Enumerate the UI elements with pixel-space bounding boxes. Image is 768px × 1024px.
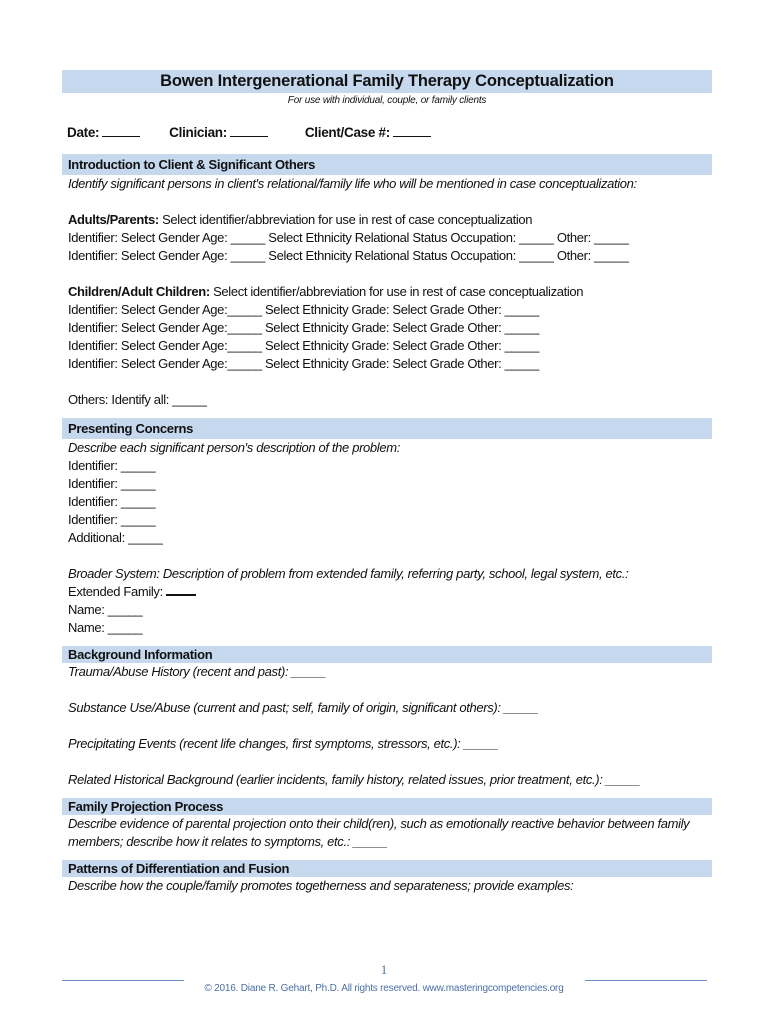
client-case-field[interactable] — [305, 125, 431, 140]
adults-desc: Select identifier/abbreviation for use in rest of case conceptualization — [162, 212, 533, 227]
historical-background-field[interactable]: Related Historical Background (earlier incidents, family history, related issues, prior treatment, etc.): _____ — [68, 772, 641, 787]
clinician-label: Clinician: — [169, 125, 227, 140]
extended-family-label: Extended Family: — [68, 584, 163, 599]
section-heading-background: Background Information — [62, 646, 712, 663]
section-heading-introduction: Introduction to Client & Significant Others — [62, 154, 712, 175]
adults-label: Adults/Parents: — [68, 212, 159, 227]
substance-use-field[interactable]: Substance Use/Abuse (current and past; self, family of origin, significant others): _____ — [68, 700, 539, 715]
client-case-label: Client/Case #: — [304, 125, 390, 140]
client-case-blank[interactable] — [393, 125, 431, 137]
others-field[interactable]: Others: Identify all: _____ — [68, 392, 207, 407]
page-number: 1 — [380, 962, 388, 977]
clinician-blank[interactable] — [230, 125, 268, 137]
footer-rule-right — [585, 980, 707, 981]
footer-rule-left — [62, 980, 184, 981]
presenting-additional[interactable]: Additional: _____ — [68, 530, 163, 545]
child-row-3[interactable]: Identifier: Select Gender Age:_____ Select Ethnicity Grade: Select Grade Other: _____ — [68, 338, 540, 353]
adults-parents-line — [62, 211, 712, 229]
child-row-4[interactable]: Identifier: Select Gender Age:_____ Select Ethnicity Grade: Select Grade Other: _____ — [68, 356, 540, 371]
date-field[interactable] — [67, 125, 140, 140]
child-row-1[interactable]: Identifier: Select Gender Age:_____ Select Ethnicity Grade: Select Grade Other: _____ — [68, 302, 540, 317]
intro-instruction: Identify significant persons in client's relational/family life who will be mentioned in case conceptualization: — [68, 176, 637, 191]
section-heading-presenting: Presenting Concerns — [62, 418, 712, 439]
presenting-identifier-2[interactable]: Identifier: _____ — [68, 476, 156, 491]
child-row-2[interactable]: Identifier: Select Gender Age:_____ Select Ethnicity Grade: Select Grade Other: _____ — [68, 320, 540, 335]
children-label: Children/Adult Children: — [68, 284, 210, 299]
section-heading-projection: Family Projection Process — [62, 798, 712, 815]
adult-row-2[interactable]: Identifier: Select Gender Age: _____ Select Ethnicity Relational Status Occupation: _____ Other: _____ — [68, 248, 629, 263]
form-subtitle: For use with individual, couple, or family clients — [287, 95, 487, 106]
header-fields — [67, 125, 712, 140]
presenting-instruction: Describe each significant person's description of the problem: — [68, 440, 400, 455]
presenting-identifier-4[interactable]: Identifier: _____ — [68, 512, 156, 527]
presenting-identifier-3[interactable]: Identifier: _____ — [68, 494, 156, 509]
form-title: Bowen Intergenerational Family Therapy Conceptualization — [62, 70, 712, 93]
children-line — [62, 283, 712, 301]
date-blank[interactable] — [102, 125, 140, 137]
presenting-identifier-1[interactable]: Identifier: _____ — [68, 458, 156, 473]
projection-instruction-2[interactable]: members; describe how it relates to symptoms, etc.: _____ — [68, 834, 388, 849]
form-page — [62, 70, 712, 895]
date-label: Date: — [67, 125, 100, 140]
precipitating-events-field[interactable]: Precipitating Events (recent life changes, first symptoms, stressors, etc.): _____ — [68, 736, 499, 751]
name-field-2[interactable]: Name: _____ — [68, 620, 143, 635]
trauma-history-field[interactable]: Trauma/Abuse History (recent and past): _____ — [68, 664, 326, 679]
differentiation-instruction: Describe how the couple/family promotes togetherness and separateness; provide examples: — [68, 878, 574, 893]
projection-instruction-1: Describe evidence of parental projection onto their child(ren), such as emotionally reactive behavior between family — [68, 816, 690, 831]
children-desc: Select identifier/abbreviation for use in rest of case conceptualization — [213, 284, 584, 299]
clinician-field[interactable] — [169, 125, 268, 140]
extended-family-blank[interactable] — [166, 583, 196, 596]
section-heading-differentiation: Patterns of Differentiation and Fusion — [62, 860, 712, 877]
broader-system-instruction: Broader System: Description of problem from extended family, referring party, school, legal system, etc.: — [68, 566, 629, 581]
adult-row-1[interactable]: Identifier: Select Gender Age: _____ Select Ethnicity Relational Status Occupation: _____ Other: _____ — [68, 230, 629, 245]
name-field-1[interactable]: Name: _____ — [68, 602, 143, 617]
footer-copyright: © 2016. Diane R. Gehart, Ph.D. All rights reserved. www.masteringcompetencies.org — [204, 983, 564, 994]
extended-family-field[interactable] — [62, 583, 712, 601]
